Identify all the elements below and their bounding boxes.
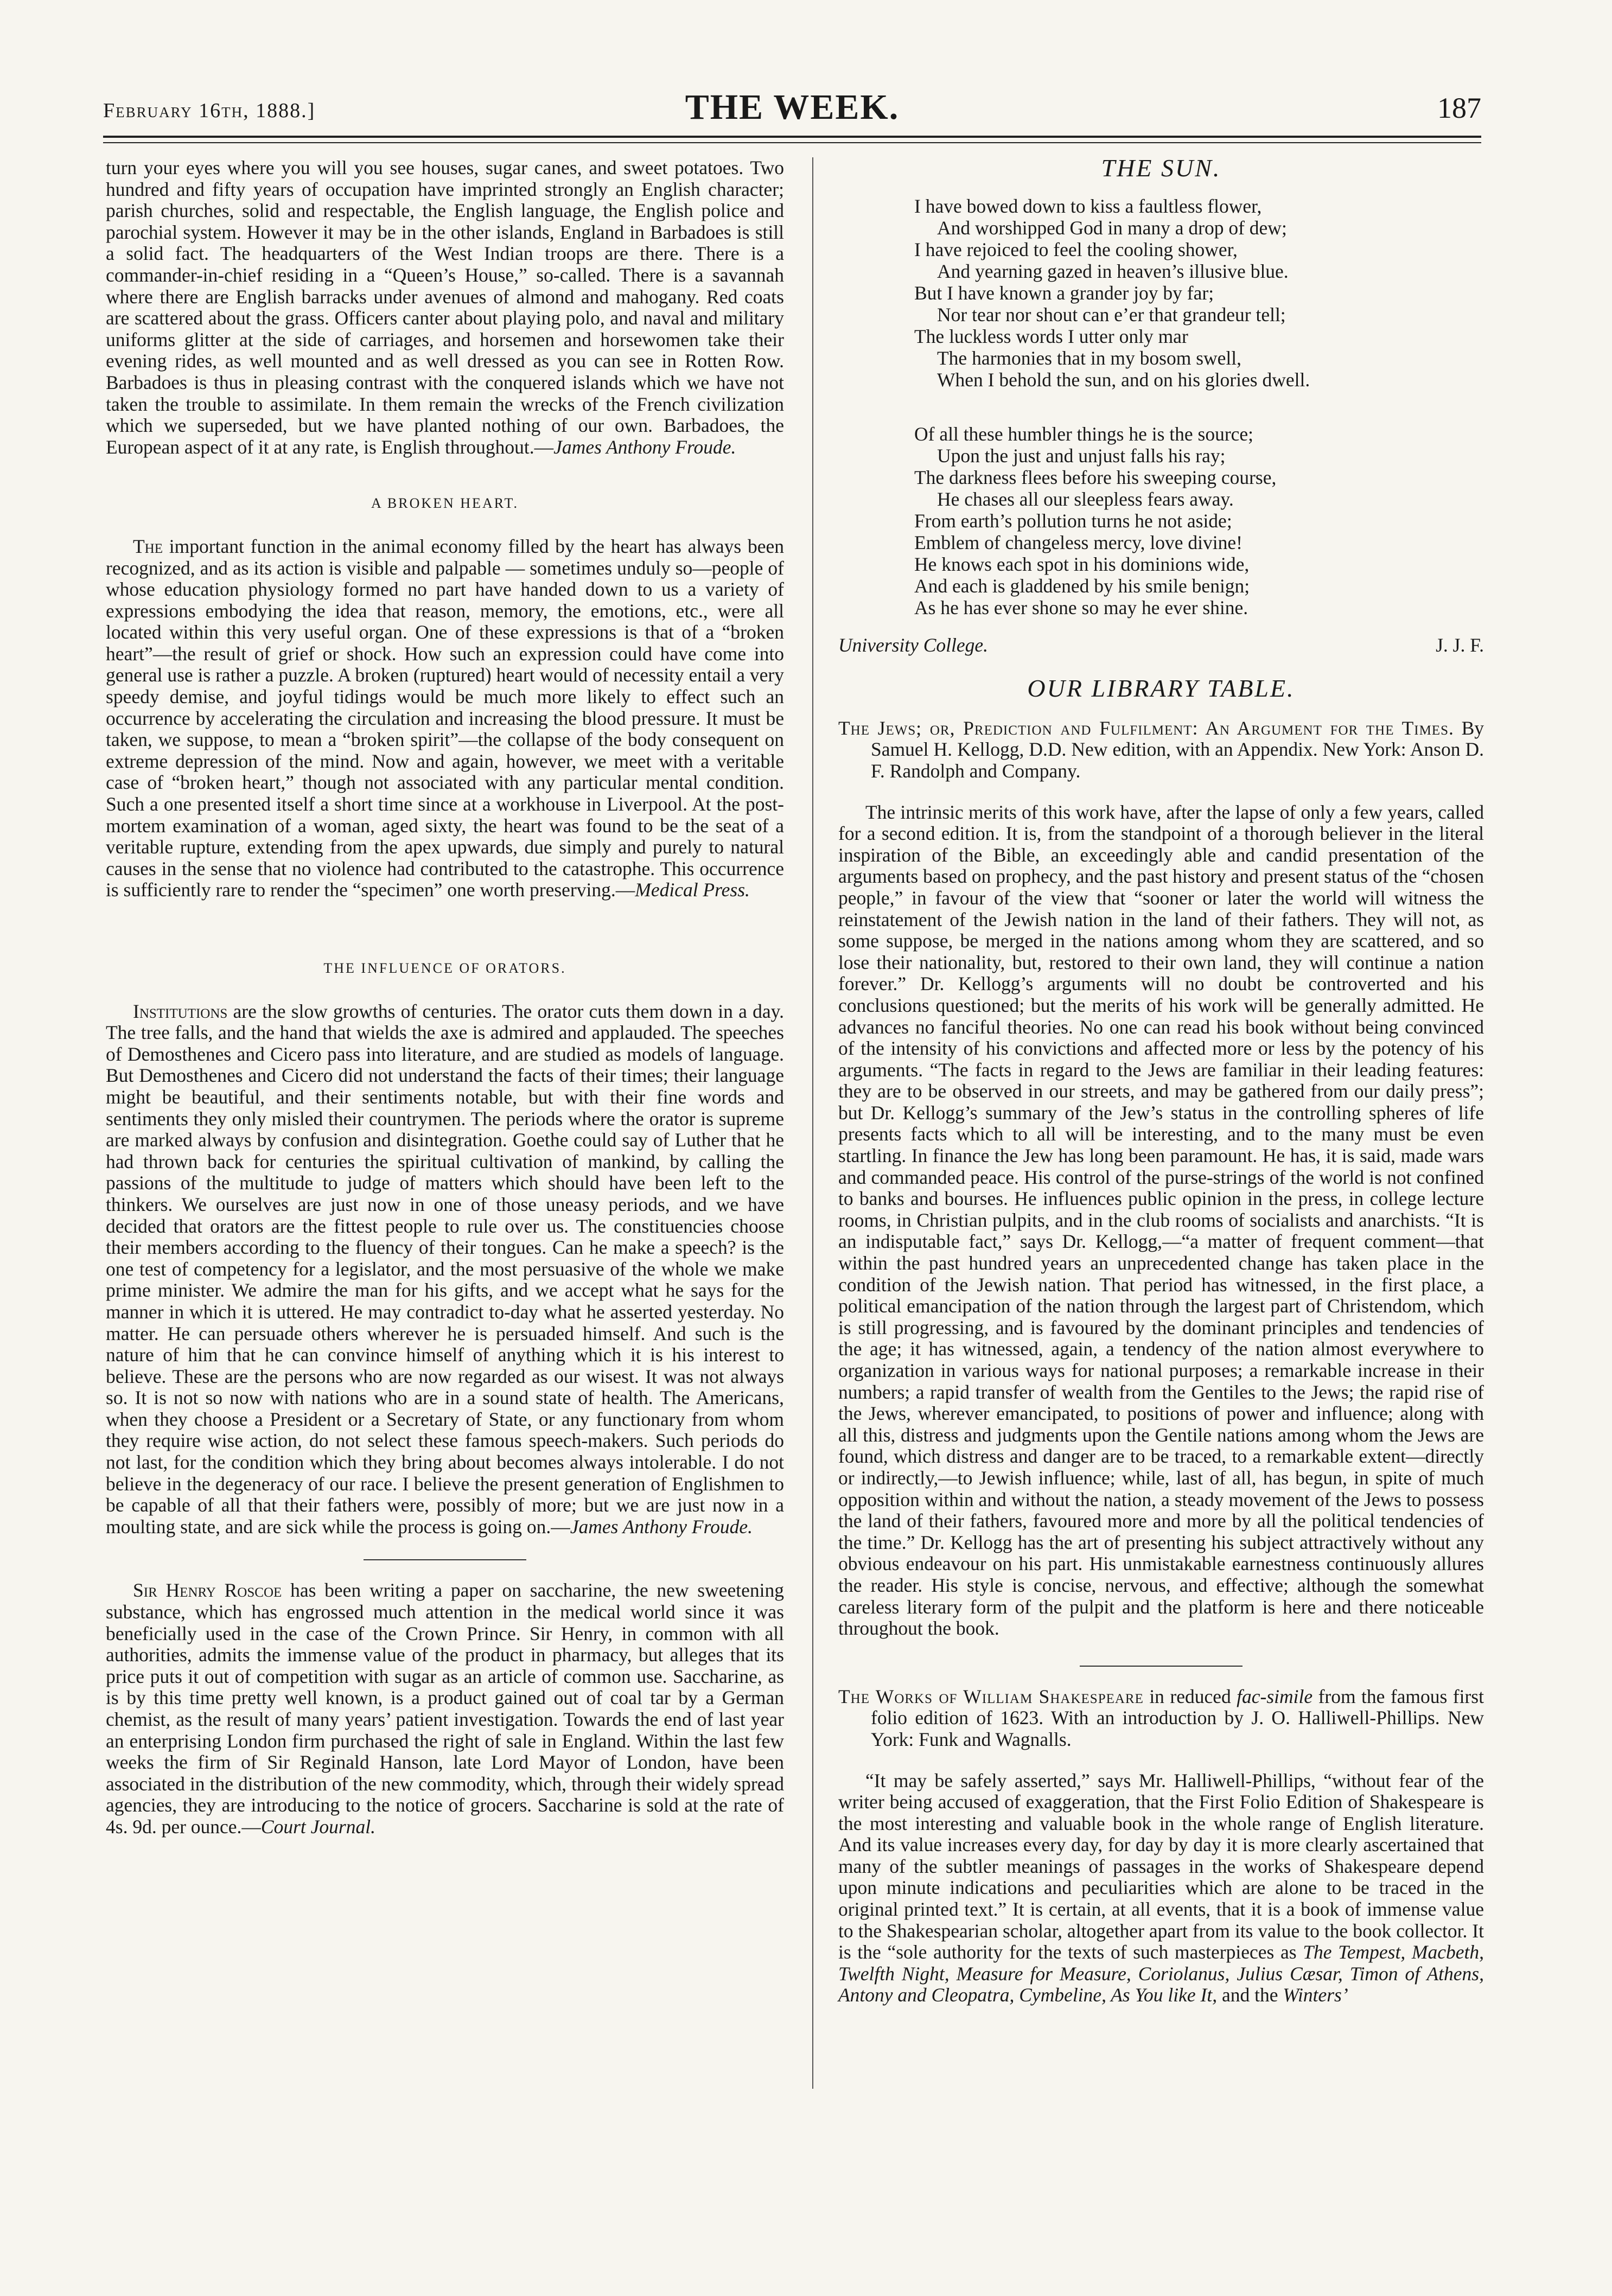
froude-barbadoes-text: turn your eyes where you will you see houses, sugar canes, and sweet potatoes. Two hundred and fifty years of occupation have imprinted strongly an English character; parish churches, solid and respectable, the English language, the English police and parochial system. However it may be in the other islands, England in Barbadoes is still a solid fact. The headquarters of the West Indian troops are there. There is a commander-in-chief residing in a “Queen’s House,” so-called. There is a savannah where there are English barracks under avenues of almond and mahogany. Red coats are scattered about the grass. Officers canter about playing polo, and naval and military uniforms glitter at the side of carriages, and horsemen and horsewomen take their evening rides, as well mounted and as well dressed as you can see in Rotten Row. Barbadoes is thus in pleasing contrast with the conquered islands which we have not taken the trouble to assimilate. In them remain the wrecks of the French civilization which we superseded, but we have planted nothing of our own. Barbadoes, the European aspect of it at any rate, is English throughout.— [106,157,784,458]
book-details: from the famous first folio edition of 1623. With an introduction by J. O. Halliwell-Phillips. New York: Funk and Wagnalls. [871,1685,1484,1750]
section-title: THE INFLUENCE OF ORATORS. [323,960,566,976]
poem-line: Nor tear nor shout can e’er that grandeur tell; [937,303,1286,326]
saccharine-article [106,1580,784,1838]
right-column [838,154,1484,2006]
froude-barbadoes-article [106,157,784,458]
poem-line: But I have known a grander joy by far; [914,282,1214,304]
book-heading-jews [838,718,1484,782]
article-source: Court Journal. [260,1815,375,1838]
orators-article [106,1001,784,1538]
section-title: A BROKEN HEART. [371,495,519,512]
book-details: in reduced [1143,1685,1237,1707]
poem-line: And each is gladdened by his smile benign; [914,575,1250,597]
play-titles: Winters’ [1283,1984,1348,2006]
article-source: James Anthony Froude. [553,436,736,458]
play-titles: The Tempest, Macbeth, Twelfth Night, Measure for Measure, Coriolanus, Julius Cæsar, Timon of Athens, Antony and Cleopatra, Cymbeline, As You like It, [838,1941,1484,2006]
poem-line: When I behold the sun, and on his glories dwell. [937,368,1310,391]
poem-line: Of all these humbler things he is the source; [914,423,1254,445]
poem-line: He chases all our sleepless fears away. [937,488,1234,510]
poem-line: I have bowed down to kiss a faultless flower, [914,195,1262,217]
review-shakespeare [838,1770,1484,2007]
book-heading-shakespeare [838,1686,1484,1751]
left-column [106,157,784,1838]
poem-line: As he has ever shone so may he ever shine. [914,596,1248,618]
book-details: By Samuel H. Kellogg, D.D. New edition, with an Appendix. New York: Anson D. F. Randolph and Company. [871,717,1484,782]
page-number: 187 [1437,92,1481,124]
section-rule [364,1559,526,1560]
poem-title: THE SUN. [1101,154,1221,182]
poem-line: Upon the just and unjust falls his ray; [937,444,1226,467]
book-title: The Works of William Shakespeare [838,1685,1144,1707]
book-details-italic: fac-simile [1237,1685,1313,1707]
issue-date: February 16th, 1888.] [103,99,316,122]
poem-initials: J. J. F. [1436,634,1484,656]
review-jews: The intrinsic merits of this work have, after the lapse of only a few years, called for a second edition. It is, from the standpoint of a thorough believer in the literal inspiration of the Bible, an exceedingly able and candid presentation of the arguments based on prophecy, and the past history and present status of the “chosen people,” in favour of the view that “sooner or later the world will witness the reinstatement of the Jewish nation in the land of their fathers. They will not, as some suppose, be merged in the nations among whom they are scattered, and so lose their nationality, but, restored to their own land, they will continue a nation forever.” Dr. Kellogg’s arguments will no doubt be controverted and his conclusions questioned; but the merits of his work will be generally admitted. He advances no fanciful theories. No one can read his book without being convinced of the intensity of his convictions and affected more or less by the potency of his arguments. “The facts in regard to the Jews are familiar in their leading features: they are to be observed in our streets, and may be gathered from our daily press”; but Dr. Kellogg’s summary of the Jew’s status in the controlling spheres of life presents facts which to all will be interesting, and to the many must be even startling. In finance the Jew has long been paramount. He has, it is said, made wars and commanded peace. His control of the purse-strings of the world is not confined to banks and bourses. He influences public opinion in the press, in college lecture rooms, in Christian pulpits, and in the club rooms of socialists and anarchists. “It is an indisputable fact,” says Dr. Kellogg,—“a matter of frequent comment—that within the past hundred years an unprecedented change has taken place in the condition of the Jewish nation. That period has witnessed, in the first place, a political emancipation of the nation through the largest part of Christendom, which is still progressing, and is favoured by the dominant principles and tendencies of the age; it has witnessed, again, a tendency of the nation almost everywhere to organization in various ways for national purposes; a remarkable increase in their numbers; a rapid transfer of wealth from the Gentiles to the Jews; the rapid rise of the Jews, wherever emancipated, to positions of power and influence; along with all this, distress and judgments upon the Gentile nations among whom the Jews are found, which distress and danger are to be traced, to a remarkable extent—directly or indirectly,—to Jewish influence; while, last of all, has begun, in spite of much opposition within and without the nation, a steady movement of the Jews to possess the land of their fathers, favoured more and more by all the political tendencies of the time.” Dr. Kellogg has the art of presenting his subject attractively without any obvious endeavour on his part. His unmistakable earnestness continuously allures the reader. His style is concise, nervous, and effective; although the somewhat careless literary form of the pulpit and the platform is here and there noticeable throughout the book. [838,801,1484,1640]
poem-line: From earth’s pollution turns he not aside; [914,509,1232,532]
poem-line: The harmonies that in my bosom swell, [937,347,1242,369]
section-rule [1080,1666,1243,1667]
poem-line: I have rejoiced to feel the cooling shower, [914,238,1238,260]
article-text: important function in the animal economy filled by the heart has always been recognized, and as its action is visible and palpable — sometimes unduly so—people of whose education physiology formed no part have handed down to us a variety of expressions embodying the idea that reason, memory, the emotions, etc., were all located within this very useful organ. One of these expressions is that of a “broken heart”—the result of grief or shock. How such an expression could have come into general use is rather a puzzle. A broken (ruptured) heart would of necessity entail a very speedy demise, and joyful tidings would be much more likely to effect such an occurrence by accelerating the circulation and increasing the blood pressure. It must be taken, we suppose, to mean a “broken spirit”—the collapse of the body consequent on extreme depression of the mind. Now and again, however, we meet with a veritable case of “broken heart,” though not associated with any particular mental condition. Such a one presented itself a short time since at a workhouse in Liverpool. At the post-mortem examination of a woman, aged sixty, the heart was found to be the seat of a veritable rupture, extending from the apex upwards, due simply and purely to natural causes in the sense that no violence had contributed to the catastrophe. This occurrence is sufficiently rare to render the “specimen” one worth preserving.— [106,535,784,901]
article-text: are the slow growths of centuries. The orator cuts them down in a day. The tree falls, and the hand that wields the axe is admired and applauded. The speeches of Demosthenes and Cicero pass into literature, and are studied as models of language. But Demosthenes and Cicero did not understand the facts of their times; their language might be beautiful, and their sentiments notable, but with their fine words and sentiments they only misled their countrymen. The periods where the orator is supreme are marked always by confusion and disintegration. Goethe could say of Luther that he had thrown back for centuries the spiritual cultivation of mankind, by calling the passions of the multitude to judge of matters which should have been left to the thinkers. We ourselves are just now in one of those uneasy periods, and we have decided that orators are the fittest people to rule over us. The constituencies choose their members according to the fluency of their tongues. Can he make a speech? is the one test of competency for a legislator, and the most persuasive of the whole we make prime minister. We admire the man for his gifts, and we accept what he says for the manner in which it is uttered. He may contradict to-day what he asserted yesterday. No matter. He can persuade others wherever he is persuaded himself. And such is the nature of him that he can convince himself of anything which it is his interest to believe. These are the persons who are now regarded as our wisest. It was not always so. It is not so now with nations who are in a sound state of health. The Americans, when they choose a President or a Secretary of State, or any functionary from whom they require wise action, do not select these famous speech-makers. Such periods do not last, for the condition which they bring about becomes always intolerable. I do not believe in the degeneracy of our race. I believe the present generation of Englishmen to be capable of all that their fathers were, possibly of more; but we are just now in a moulting state, and are sick while the process is going on.— [106,1000,784,1538]
poem-line: The darkness flees before his sweeping course, [914,466,1277,488]
masthead-title: THE WEEK. [685,87,900,127]
poem-signature [838,635,1484,656]
column-divider [812,157,813,2089]
article-text: has been writing a paper on saccharine, the new sweetening substance, which has engrossed much attention in the medical world since it was beneficially used in the case of the Crown Prince. Sir Henry, in common with all authorities, admits the immense value of the product in pharmacy, but alleges that its price puts it out of competition with sugar as an article of common use. Saccharine, as is by this time pretty well known, is a product gained out of coal tar by a German chemist, as the result of many years’ patient investigation. Towards the end of last year an enterprising London firm purchased the right of sale in England. Within the last few weeks the firm of Sir Reginald Hanson, late Lord Mayor of London, have been associated in the distribution of the new commodity, which, through their widely spread agencies, they are introducing to the notice of grocers. Saccharine is sold at the rate of 4s. 9d. per ounce.— [106,1579,785,1838]
poem-line: He knows each spot in his dominions wide, [914,553,1250,575]
poem-college: University College. [838,634,989,656]
poem [914,195,1484,618]
first-word: Sir Henry Roscoe [133,1579,282,1602]
header-rule [103,136,1481,138]
poem-line: The luckless words I utter only mar [914,325,1188,347]
first-word: The [133,535,163,557]
review-text: “It may be safely asserted,” says Mr. Halliwell-Phillips, “without fear of the writer being accused of exaggeration, that the First Folio Edition of Shakespeare is the most interesting and valuable book in the whole range of English literature. And its value increases every day, for day by day it is more clearly ascertained that many of the subtler meanings of passages in the works of Shakespeare depend upon minute indications and peculiarities which are alone to be traced in the original printed text.” It is certain, at all events, that it is a book of immense value to the Shakespearian scholar, altogether apart from its value to the book collector. It is the “sole authority for the texts of such masterpieces as [838,1769,1484,1963]
page-header [103,87,1481,136]
poem-line: And yearning gazed in heaven’s illusive blue. [937,260,1289,282]
book-title: The Jews; or, Prediction and Fulfilment: An Argument for the Times. [838,717,1454,739]
article-source: Medical Press. [635,879,750,901]
poem-line: Emblem of changeless mercy, love divine! [914,531,1243,553]
article-source: James Anthony Froude. [570,1515,753,1538]
library-table-title: OUR LIBRARY TABLE. [1027,674,1295,703]
header-rule-thin [103,142,1481,143]
first-word: Institutions [133,1000,228,1022]
broken-heart-article [106,536,784,901]
poem-line: And worshipped God in many a drop of dew; [937,216,1287,239]
review-text: and the [1217,1984,1283,2006]
